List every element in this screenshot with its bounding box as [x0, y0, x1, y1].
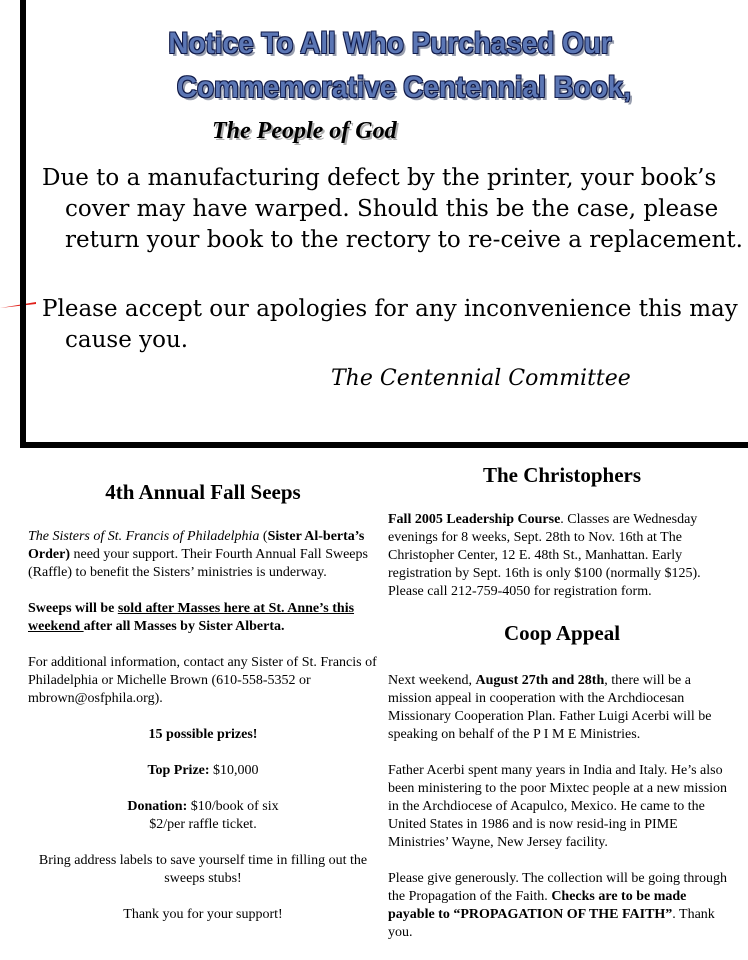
book-title: The People of God	[212, 118, 397, 144]
headline-line-2: Commemorative Centennial Book,	[176, 71, 632, 104]
top-prize	[28, 762, 378, 780]
donation-raffle-ticket: $2/per raffle ticket.	[149, 817, 257, 832]
address-labels-note: Bring address labels to save yourself time in filling out the sweeps stubs!	[38, 853, 368, 886]
christophers-title: The Christophers	[482, 463, 642, 487]
coop-appeal-title: Coop Appeal	[503, 621, 621, 645]
leadership-course-name: Fall 2005 Leadership Course	[388, 512, 561, 527]
intro-rest: need your support. Their Fourth Annual Fall Sweeps (Raffle) to benefit the Sisters’ ministries is underway.	[28, 547, 368, 580]
sweeps-contact-info: For additional information, contact any Sister of St. Francis of Philadelphia or Michelle Brown (610-558-5352 or mbrown@osfphila.org).	[28, 655, 377, 706]
coop-dates: August 27th and 28th	[475, 673, 605, 688]
notice-signature: The Centennial Committee	[331, 366, 631, 391]
sisters-org-name: The Sisters of St. Francis of Philadelphia	[28, 529, 260, 544]
christophers-course	[388, 511, 736, 601]
sweeps-sale-underlined: sold after Masses here at St. Anne’s this weekend	[28, 601, 355, 634]
sweeps-sale-note	[28, 600, 378, 636]
fall-sweeps-intro	[28, 528, 378, 582]
checks-payable: Checks are to be made payable to “PROPAGATION OF THE FAITH”	[388, 889, 687, 922]
right-column	[388, 461, 736, 960]
fall-sweeps-column	[28, 478, 378, 942]
donation-info	[28, 798, 378, 834]
donation-label: Donation:	[127, 799, 188, 814]
coop-intro-rest: , there will be a mission appeal in cooperation with the Archdiocesan Missionary Cooperation Plan. Father Luigi Acerbi will be speaking on behalf of the P I M E Ministries.	[388, 673, 712, 742]
father-acerbi-bio: Father Acerbi spent many years in India and Italy. He’s also been ministering to the poor Mixtec people at a new mission in the Archdiocese of Acapulco, Mexico. He came to the United States in 1986 and is now resid-ing in PIME Ministries’ Wayne, New Jersey facility.	[388, 763, 728, 850]
intro-paren: (	[259, 529, 268, 544]
sweeps-sale-lead: Sweeps will be	[28, 601, 118, 616]
notice-headline	[51, 22, 728, 110]
top-prize-value: $10,000	[209, 763, 259, 778]
sweeps-sale-rest: after all Masses by Sister Alberta.	[83, 619, 285, 634]
sweeps-thanks: Thank you for your support!	[123, 907, 283, 922]
sister-alberta-order: Sister Al-berta’s Order)	[28, 529, 365, 562]
fall-sweeps-title: 4th Annual Fall Seeps	[105, 480, 301, 504]
notice-paragraph-defect: Due to a manufacturing defect by the printer, your book’s cover may have warped. Should this be the case, please return your book to the rectory to re-ceive a replacement.	[42, 165, 743, 253]
coop-intro-lead: Next weekend,	[388, 673, 476, 688]
notice-paragraph-apology: Please accept our apologies for any inconvenience this may cause you.	[42, 296, 738, 353]
notice-box	[20, 0, 748, 448]
giving-lead: Please give generously. The collection will be going through the Propagation of the Faith.	[388, 871, 728, 904]
coop-giving-note	[388, 870, 736, 942]
possible-prizes-text: 15 possible prizes!	[148, 727, 258, 742]
coop-appeal-intro	[388, 672, 736, 744]
top-prize-label: Top Prize:	[147, 763, 210, 778]
possible-prizes	[28, 726, 378, 744]
donation-value: $10/book of six	[187, 799, 279, 814]
giving-thanks: . Thank you.	[388, 907, 715, 940]
course-details: . Classes are Wednesday evenings for 8 weeks, Sept. 28th to Nov. 16th at The Christopher Center, 12 E. 48th St., Manhattan. Early registration by Sept. 16th is only $100 (normally $125). Please call 212-759-4050 for registration form.	[388, 512, 701, 599]
headline-line-1: Notice To All Who Purchased Our	[168, 27, 612, 60]
